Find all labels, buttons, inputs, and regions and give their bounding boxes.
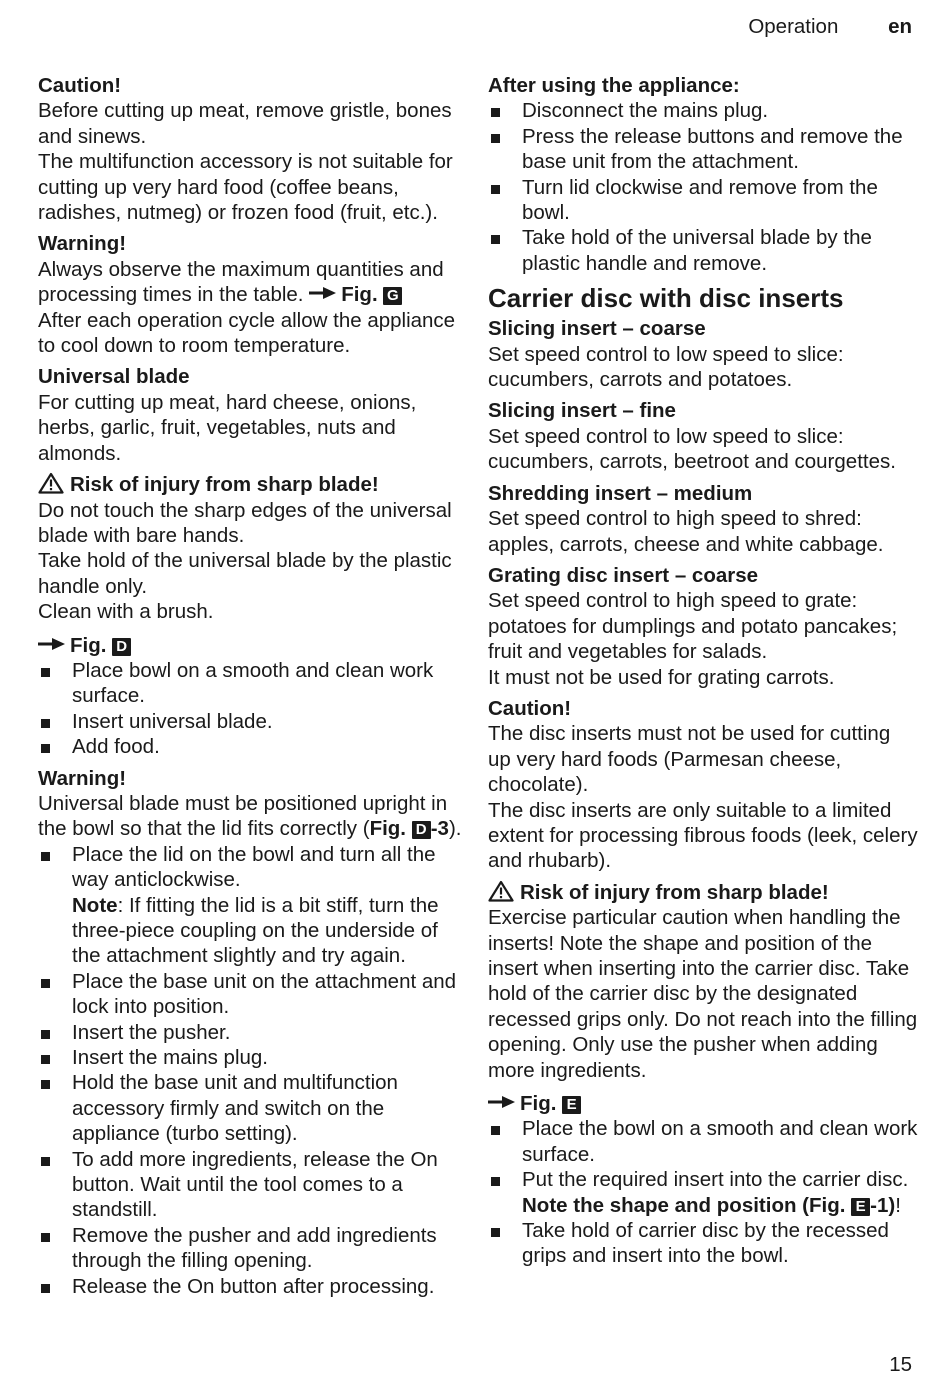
exclamation: !	[895, 1193, 901, 1217]
warning-text-1-body: Always observe the maximum quantities and processing times in the table.	[38, 257, 444, 307]
fig-letter-badge: D	[412, 821, 431, 839]
list-item: Turn lid clockwise and remove from the bowl.	[488, 175, 918, 226]
language-code: en	[888, 15, 912, 38]
list-item: Press the release buttons and remove the base unit from the attachment.	[488, 124, 918, 175]
shredding-heading: Shredding insert – medium	[488, 481, 753, 505]
caution-2-text-1: The disc inserts must not be used for cutting up very hard foods (Parmesan cheese, chocolate).	[488, 722, 891, 797]
warning-text-upright	[38, 791, 463, 842]
caution-text-1: Before cutting up meat, remove gristle, bones and sinews.	[38, 99, 452, 148]
list-item: Take hold of carrier disc by the recessed grips and insert into the bowl.	[488, 1218, 918, 1269]
warning-text-2: After each operation cycle allow the appliance to cool down to room temperature.	[38, 308, 456, 358]
fig-letter-badge: G	[383, 287, 402, 305]
list-item: Place the base unit on the attachment and lock into position.	[38, 969, 463, 1020]
disc-steps-list	[488, 1116, 918, 1268]
steps-list-2	[38, 842, 463, 1299]
risk-block	[38, 472, 463, 624]
paren-close: ).	[448, 817, 462, 841]
right-column	[488, 73, 918, 1269]
fig-reference-label: Fig.	[520, 1092, 557, 1116]
risk-2-text: Exercise particular caution when handling the inserts! Note the shape and position of the insert when inserting into the carrier disc. Take hold of the carrier disc by the designated recessed grips only. Do not reach into the filling opening. Only use the pusher when adding more ingredients.	[488, 906, 918, 1082]
fig-reference-label: Fig.	[369, 817, 406, 841]
slicing-coarse-block	[488, 316, 918, 392]
caution-heading: Caution!	[38, 74, 122, 97]
steps-list-1	[38, 658, 463, 760]
shredding-block	[488, 481, 918, 557]
caution-2-text-2: The disc inserts are only suitable to a limited extent for processing fibrous foods (leek, celery and rhubarb).	[488, 798, 918, 873]
risk-text-1: Do not touch the sharp edges of the universal blade with bare hands.	[38, 498, 452, 547]
fig-reference-suffix: -3	[430, 817, 449, 841]
warning-heading: Warning!	[38, 232, 127, 256]
list-item: To add more ingredients, release the On button. Wait until the tool comes to a standstill.	[38, 1147, 463, 1223]
fig-reference-suffix: -1)	[870, 1193, 896, 1217]
list-item-text: Place the lid on the bowl and turn all the way anticlockwise.	[72, 842, 436, 892]
warning-text-upright-body: Universal blade must be positioned upright in the bowl so that the lid fits correctly	[38, 791, 448, 841]
list-item: Insert the mains plug.	[38, 1045, 463, 1070]
arrow-right-icon	[309, 286, 337, 300]
grating-text-2: It must not be used for grating carrots.	[488, 665, 835, 689]
section-title: Carrier disc with disc inserts	[488, 283, 844, 314]
warning-text-1	[38, 257, 463, 308]
list-item: Place bowl on a smooth and clean work surface.	[38, 658, 463, 709]
fig-reference-label: Fig.	[70, 633, 107, 657]
risk-heading-text: Risk of injury from sharp blade!	[520, 880, 829, 904]
list-item-text: Put the required insert into the carrier disc.	[522, 1168, 909, 1192]
page-header	[748, 14, 912, 39]
warning-triangle-icon	[488, 880, 514, 902]
fig-letter-badge: E	[851, 1198, 870, 1216]
universal-blade-heading: Universal blade	[38, 365, 190, 389]
fig-reference-label: Fig.	[341, 283, 378, 307]
note	[72, 893, 463, 969]
slicing-fine-text: Set speed control to low speed to slice: cucumbers, carrots, beetroot and courgettes.	[488, 424, 896, 474]
shape-note: Note the shape and position (Fig.	[522, 1193, 846, 1217]
fig-e-reference	[488, 1091, 918, 1116]
risk-heading-text: Risk of injury from sharp blade!	[70, 473, 379, 497]
fig-d-reference	[38, 633, 463, 658]
list-item: Insert the pusher.	[38, 1020, 463, 1045]
grating-heading: Grating disc insert – coarse	[488, 563, 759, 587]
list-item	[38, 842, 463, 969]
after-use-list	[488, 98, 918, 276]
fig-letter-badge: D	[112, 638, 131, 656]
left-column	[38, 73, 463, 1299]
fig-letter-badge: E	[562, 1096, 581, 1114]
slicing-coarse-heading: Slicing insert – coarse	[488, 317, 706, 341]
note-text: : If fitting the lid is a bit stiff, turn the three-piece coupling on the underside of the attachment slightly and try again.	[72, 893, 439, 968]
fig-e-block	[488, 1091, 918, 1269]
list-item: Place the bowl on a smooth and clean work surface.	[488, 1116, 918, 1167]
risk-block-2	[488, 880, 918, 1083]
risk-text-3: Clean with a brush.	[38, 600, 214, 624]
arrow-right-icon	[38, 637, 66, 651]
note-label: Note	[72, 893, 118, 917]
risk-heading	[38, 472, 463, 497]
list-item: Take hold of the universal blade by the plastic handle and remove.	[488, 225, 918, 276]
risk-heading-2	[488, 880, 918, 905]
warning-block-2	[38, 766, 463, 842]
warning-block	[38, 231, 463, 358]
slicing-fine-block	[488, 398, 918, 474]
caution-block-2	[488, 696, 918, 874]
universal-blade-text: For cutting up meat, hard cheese, onions, herbs, garlic, fruit, vegetables, nuts and almonds.	[38, 390, 417, 465]
paren-open: (	[362, 817, 370, 841]
grating-block	[488, 563, 918, 690]
list-item: Hold the base unit and multifunction accessory firmly and switch on the appliance (turbo setting).	[38, 1070, 463, 1146]
list-item: Release the On button after processing.	[38, 1274, 463, 1299]
list-item: Remove the pusher and add ingredients through the filling opening.	[38, 1223, 463, 1274]
after-use-block	[488, 73, 918, 276]
fig-d-block	[38, 633, 463, 760]
list-item: Insert universal blade.	[38, 709, 463, 734]
arrow-right-icon	[488, 1095, 516, 1109]
section-name: Operation	[748, 15, 839, 38]
slicing-fine-heading: Slicing insert – fine	[488, 399, 676, 423]
universal-blade-block	[38, 364, 463, 466]
caution-text-2: The multifunction accessory is not suitable for cutting up very hard food (coffee beans, radishes, nutmeg) or frozen food (fruit, etc.).	[38, 150, 453, 225]
list-item: Add food.	[38, 734, 463, 759]
caution-block	[38, 73, 463, 225]
page-number: 15	[889, 1353, 912, 1376]
warning-heading-2: Warning!	[38, 766, 127, 790]
caution-heading-2: Caution!	[488, 696, 572, 720]
slicing-coarse-text: Set speed control to low speed to slice: cucumbers, carrots and potatoes.	[488, 342, 844, 392]
after-use-heading: After using the appliance:	[488, 74, 740, 97]
shredding-text: Set speed control to high speed to shred: apples, carrots, cheese and white cabbage.	[488, 507, 884, 556]
list-item	[488, 1167, 918, 1218]
warning-triangle-icon	[38, 472, 64, 494]
risk-text-2: Take hold of the universal blade by the plastic handle only.	[38, 549, 452, 598]
grating-text-1: Set speed control to high speed to grate: potatoes for dumplings and potato pancakes; fruit and vegetables for salads.	[488, 589, 898, 664]
list-item: Disconnect the mains plug.	[488, 98, 918, 123]
